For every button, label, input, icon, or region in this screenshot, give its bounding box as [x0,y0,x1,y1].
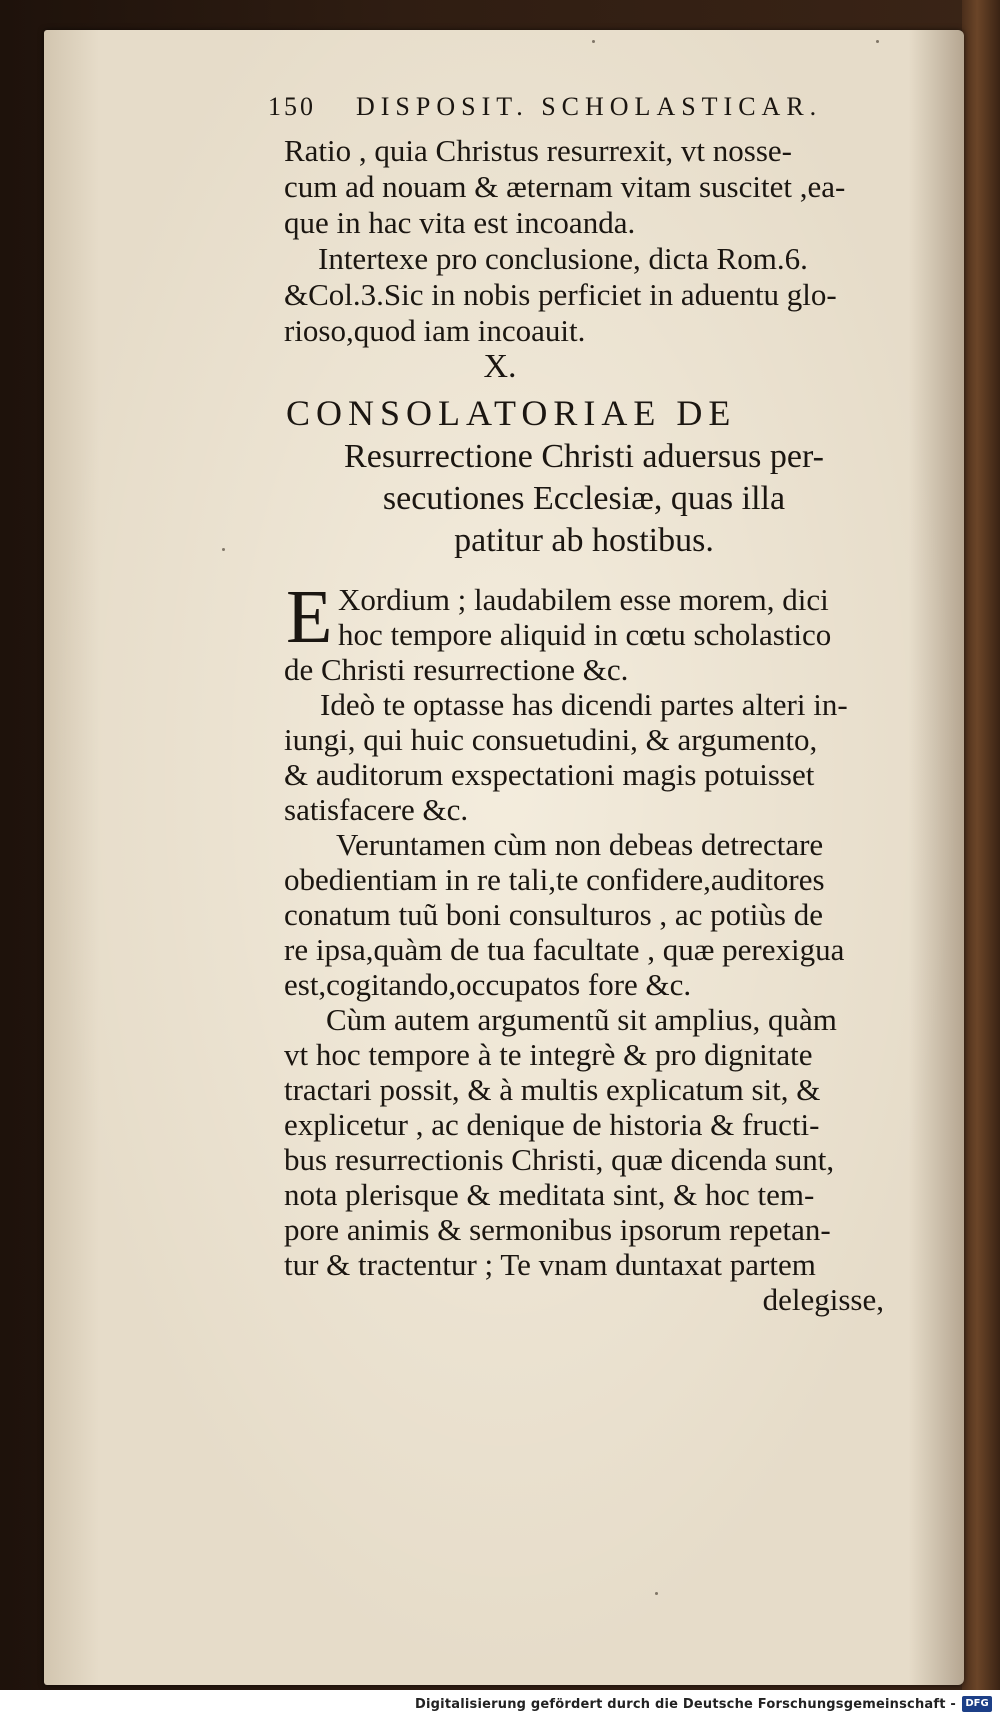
text-line: re ipsa,quàm de tua facultate , quæ perexigua [284,932,845,967]
text-line: cum ad nouam & æternam vitam suscitet ,ea- [284,169,846,204]
text-line: &Col.3.Sic in nobis perficiet in aduentu glo- [284,277,837,312]
drop-cap: E [286,575,333,659]
paper-speck [592,40,595,43]
footer-credit: Digitalisierung gefördert durch die Deutsche Forschungsgemeinschaft - [415,1697,956,1712]
text-line: vt hoc tempore à te integrè & pro dignitate [284,1037,813,1072]
text-line: de Christi resurrectione &c. [284,652,629,687]
section-title-line: patitur ab hostibus. [454,522,714,559]
text-line: que in hac vita est incoanda. [284,205,636,240]
text-line: tur & tractentur ; Te vnam duntaxat partem [284,1247,816,1282]
running-header [268,92,888,132]
dfg-logo: DFG [962,1696,992,1712]
text-line: nota plerisque & meditata sint, & hoc tem- [284,1177,815,1212]
text-line: est,cogitando,occupatos fore &c. [284,967,692,1002]
paper-speck [222,548,225,551]
text-line: conatum tuũ boni consulturos , ac potiùs de [284,897,823,932]
page-number: 150 [268,92,316,121]
text-line: Xordium ; laudabilem esse morem, dici [338,582,829,617]
section-title-line: secutiones Ecclesiæ, quas illa [382,480,786,517]
digitization-footer [0,1690,1000,1718]
paper-speck [655,1592,658,1595]
text-line: Intertexe pro conclusione, dicta Rom.6. [318,241,808,276]
text-line: explicetur , ac denique de historia & fructi- [284,1107,820,1142]
text-line-catchword: delegisse, [762,1282,884,1317]
section-title-line: Resurrectione Christi aduersus per- [344,438,824,475]
running-head-title: DISPOSIT. SCHOLASTICAR. [356,92,823,121]
text-line: satisfacere &c. [284,792,469,827]
text-line: bus resurrectionis Christi, quæ dicenda sunt, [284,1142,835,1177]
text-line: iungi, qui huic consuetudini, & argumento, [284,722,818,757]
text-line: Cùm autem argumentũ sit amplius, quàm [326,1002,837,1037]
text-line: & auditorum exspectationi magis potuisset [284,757,815,792]
text-line: Veruntamen cùm non debeas detrectare [336,827,824,862]
text-line: Ratio , quia Christus resurrexit, vt nosse- [284,133,792,168]
text-line: tractari possit, & à multis explicatum sit, & [284,1072,821,1107]
section-numeral: X. [483,348,517,385]
text-line: hoc tempore aliquid in cœtu scholastico [338,617,832,652]
text-line: rioso,quod iam incoauit. [284,313,586,348]
text-line: pore animis & sermonibus ipsorum repetan- [284,1212,831,1247]
book-spine [962,0,1000,1690]
section-title-caps: CONSOLATORIAE DE [286,393,737,433]
paper-speck [876,40,879,43]
text-line: obedientiam in re tali,te confidere,auditores [284,862,825,897]
text-line: Ideò te optasse has dicendi partes alteri in- [320,687,848,722]
